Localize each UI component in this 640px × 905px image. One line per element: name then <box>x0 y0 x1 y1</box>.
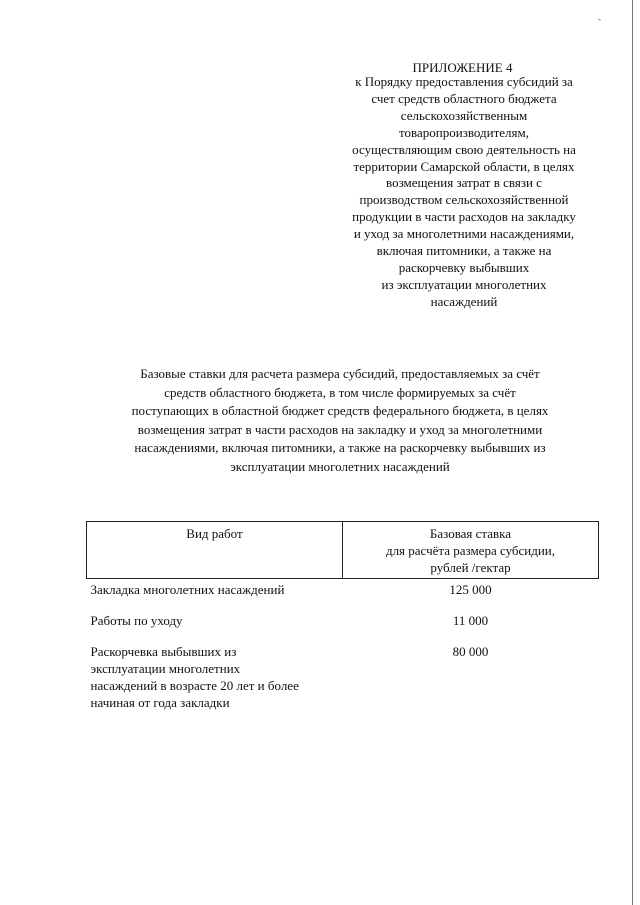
heading-line: поступающих в областной бюджет средств федерального бюджета, в целях <box>131 403 549 418</box>
annex-line: к Порядку предоставления субсидий за <box>355 74 573 89</box>
work-name-line: Раскорчевка выбывших из <box>90 644 237 659</box>
rate-value-cell: 80 000 <box>452 644 489 659</box>
work-name-cell <box>87 612 343 643</box>
annex-title: ПРИЛОЖЕНИЕ 4 <box>412 60 513 75</box>
table-row <box>87 643 599 711</box>
rates-table <box>86 521 599 711</box>
annex-line: товаропроизводителям, <box>399 124 529 140</box>
annex-line: включая питомники, а также на <box>376 243 552 259</box>
annex-line: из эксплуатации многолетних <box>381 276 547 292</box>
heading-line: возмещения затрат в части расходов на закладку и уход за многолетними <box>137 421 543 437</box>
work-name-cell <box>87 579 343 613</box>
work-name-cell <box>87 643 343 711</box>
header-rate-line: для расчёта размера субсидии, <box>385 543 556 558</box>
rate-value-cell: 125 000 <box>449 582 492 597</box>
work-name-line: начиная от года закладки <box>90 695 230 710</box>
annex-line: сельскохозяйственным <box>400 107 528 123</box>
header-work-type: Вид работ <box>87 522 343 579</box>
annex-reference-block <box>333 74 595 311</box>
annex-line: возмещения затрат в связи с <box>386 175 542 191</box>
table-row <box>87 612 599 643</box>
annex-line: и уход за многолетними насаждениями, <box>353 226 575 242</box>
header-base-rate <box>343 522 599 579</box>
page-edge-line <box>632 0 633 905</box>
heading-line: Базовые ставки для расчета размера субсидий, предоставляемых за счёт <box>140 366 540 381</box>
annex-line: счет средств областного бюджета <box>371 90 557 106</box>
heading-line: эксплуатации многолетних насаждений <box>230 458 450 474</box>
corner-mark: - <box>598 14 601 24</box>
work-name-line: эксплуатации многолетних <box>90 661 241 676</box>
work-name-line: Работы по уходу <box>90 613 183 628</box>
heading-line: средств областного бюджета, в том числе формируемых за счёт <box>164 384 516 400</box>
header-rate-line: Базовая ставка <box>429 526 512 541</box>
annex-line: осуществляющим свою деятельность на <box>352 141 576 157</box>
document-heading <box>90 365 590 476</box>
annex-line: производством сельскохозяйственной <box>359 192 569 208</box>
table-header-row <box>87 522 599 579</box>
annex-line: территории Самарской области, в целях <box>353 158 575 174</box>
table-row <box>87 579 599 613</box>
annex-line: насаждений <box>430 293 498 309</box>
work-name-line: насаждений в возрасте 20 лет и более <box>90 678 299 693</box>
annex-line: раскорчевку выбывших <box>398 259 530 275</box>
annex-line: продукции в части расходов на закладку <box>352 209 576 225</box>
rate-value-cell: 11 000 <box>452 613 489 628</box>
header-rate-line: рублей /гектар <box>430 560 511 575</box>
work-name-line: Закладка многолетних насаждений <box>90 582 285 597</box>
heading-line: насаждениями, включая питомники, а также на раскорчевку выбывших из <box>134 440 546 455</box>
